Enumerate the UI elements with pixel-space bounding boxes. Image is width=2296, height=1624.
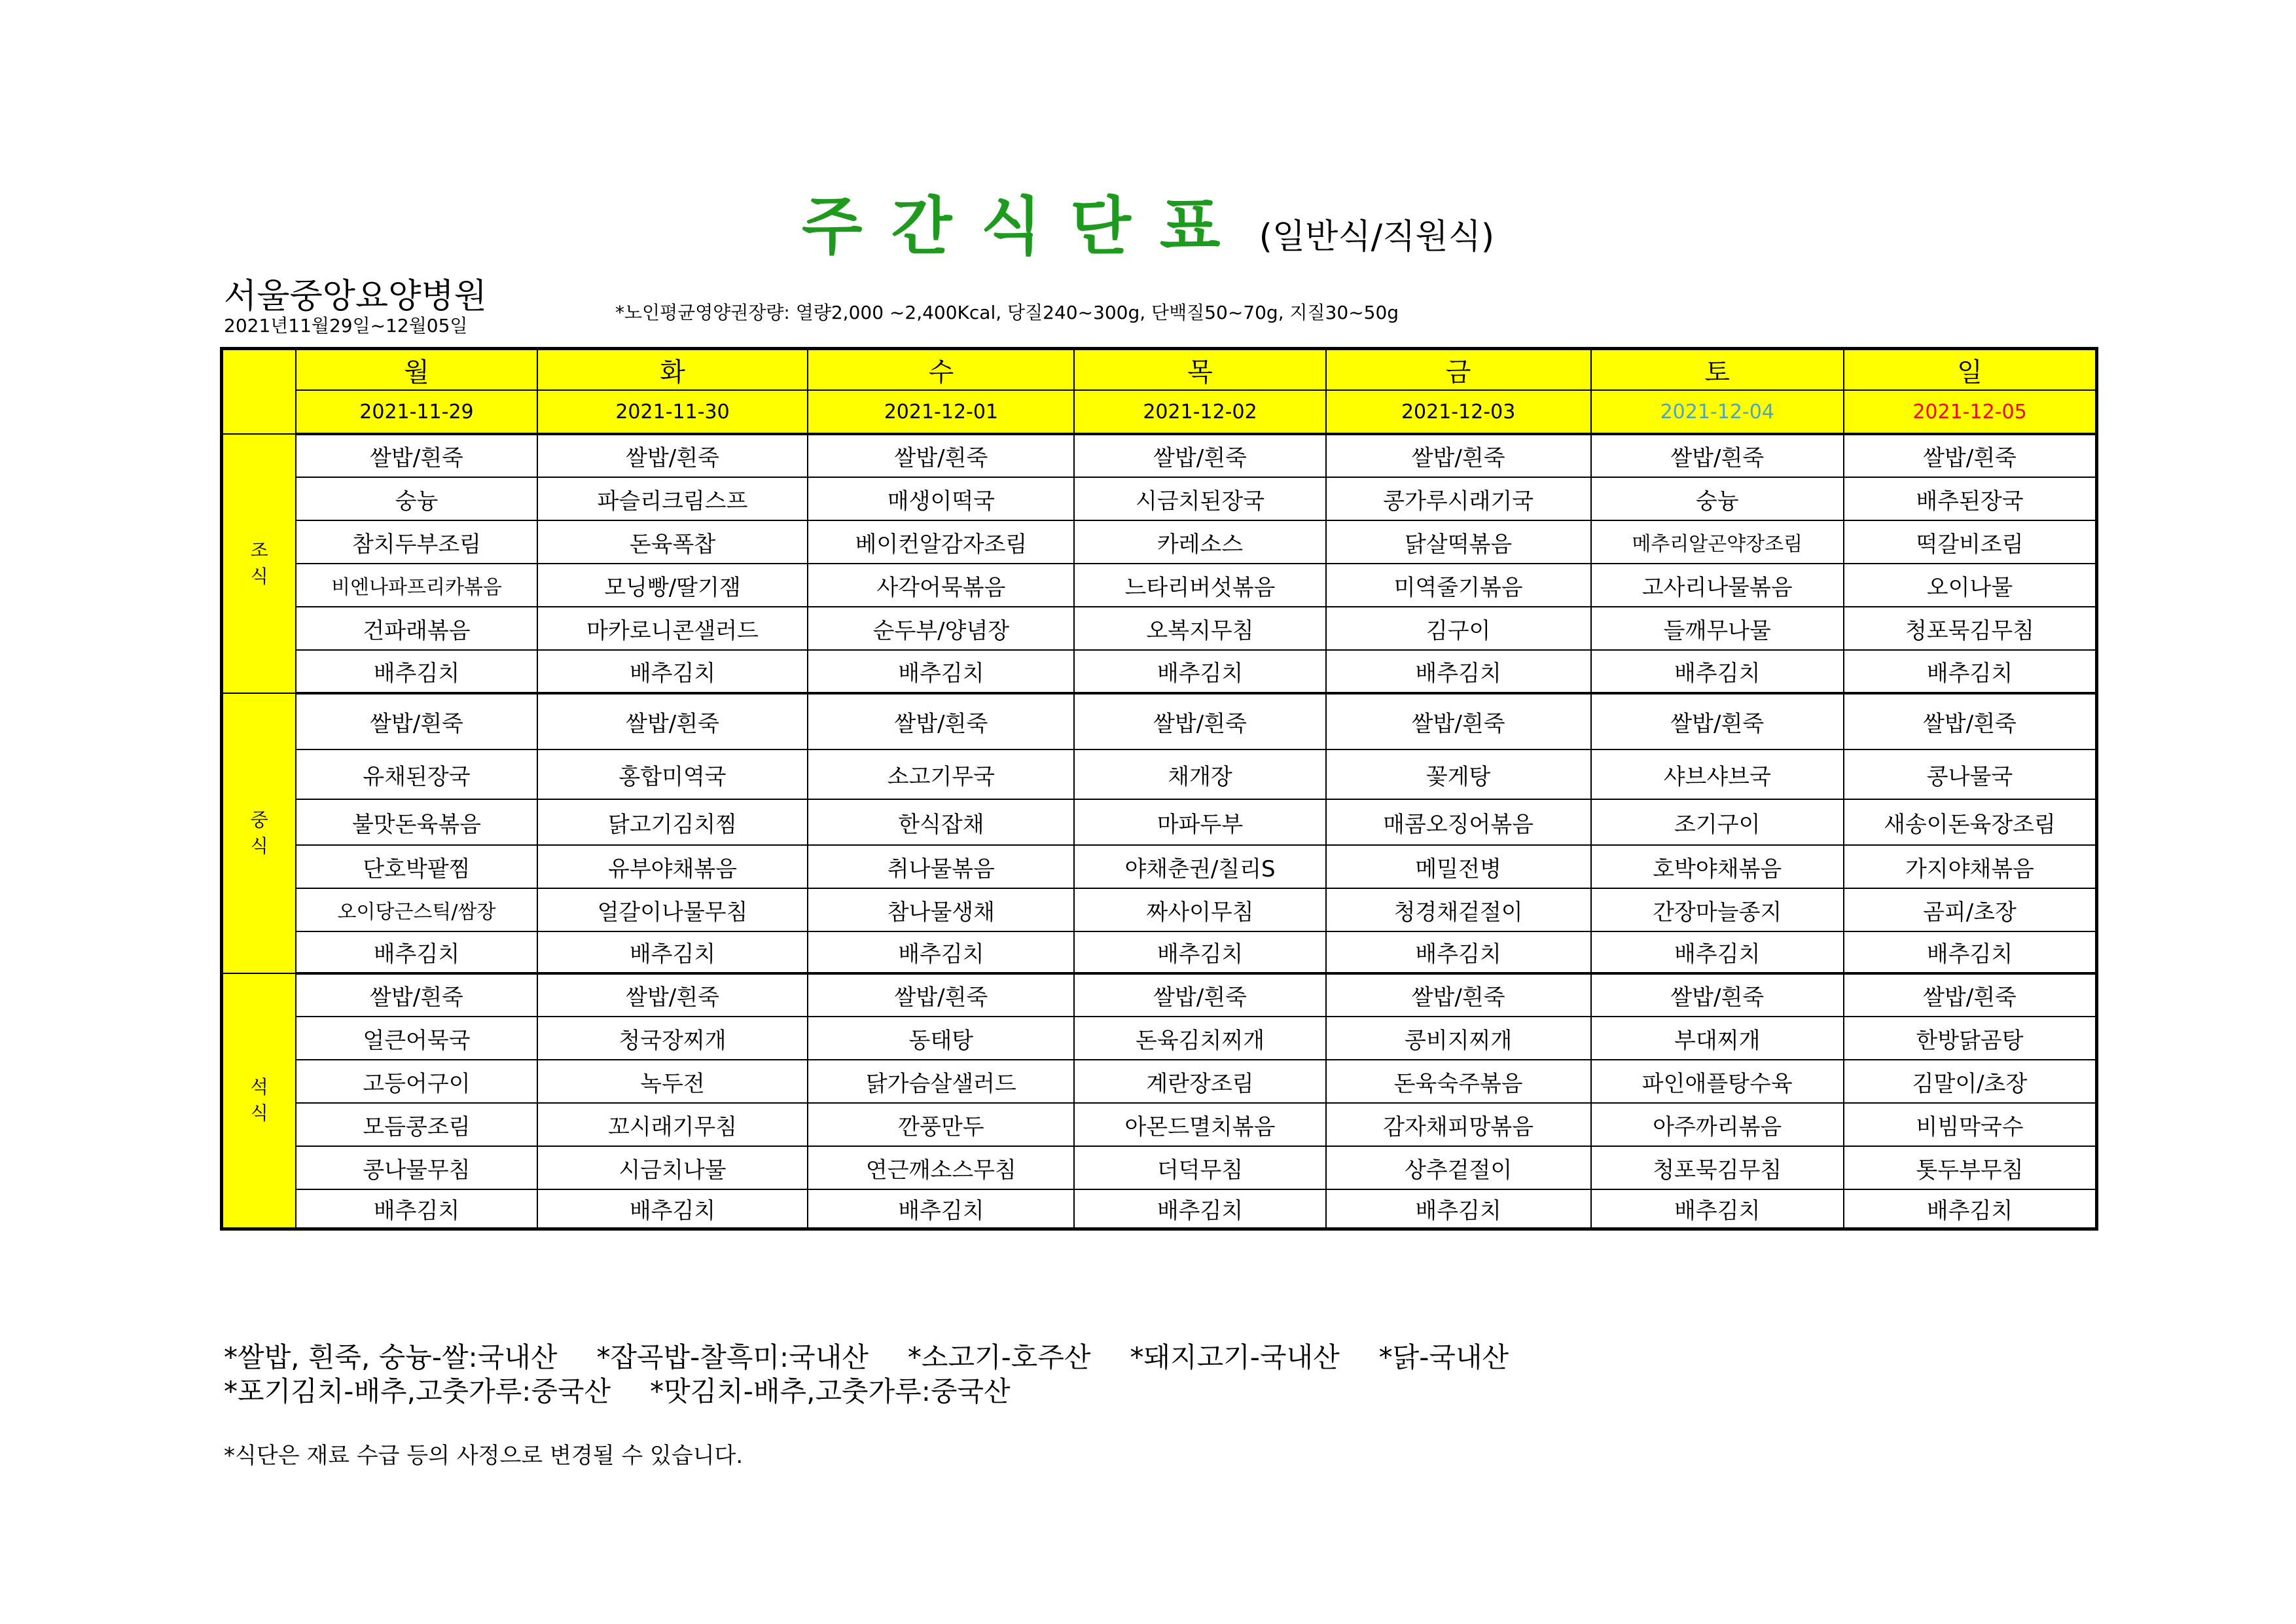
dish-name: 계란장조림 — [1146, 1070, 1254, 1097]
date-header: 2021-12-01 — [808, 390, 1074, 434]
origin-note: *맛김치-배추,고춧가루:중국산 — [650, 1375, 1011, 1407]
dish-name: 메밀전병 — [1415, 856, 1501, 882]
dish-name: 깐풍만두 — [898, 1113, 984, 1140]
dish-name: 모닝빵/딸기잼 — [604, 574, 741, 601]
origin-note: *잡곡밥-찰흑미:국내산 — [596, 1341, 869, 1373]
dish-name: 마카로니콘샐러드 — [586, 617, 759, 644]
title-main: 주간식단표 — [801, 190, 1249, 263]
dish-name: 쌀밥/흰죽 — [626, 711, 719, 737]
dish-name: 배추김치 — [1926, 1197, 2013, 1224]
dish-name: 채개장 — [1168, 763, 1232, 790]
menu-cell — [1074, 693, 1325, 749]
dish-name: 녹두전 — [640, 1070, 705, 1097]
dish-name: 야채춘권/칠리S — [1124, 856, 1276, 882]
menu-cell — [1844, 888, 2097, 931]
menu-cell — [808, 749, 1074, 799]
menu-cell — [1326, 1189, 1591, 1229]
dish-name: 배추김치 — [373, 1197, 460, 1224]
dish-name: 쌀밥/흰죽 — [894, 445, 988, 471]
menu-cell — [1591, 564, 1844, 607]
menu-cell — [1326, 799, 1591, 845]
dish-name: 비빔막국수 — [1916, 1113, 2024, 1140]
menu-cell — [1074, 931, 1325, 973]
menu-cell — [296, 693, 537, 749]
meal-label — [222, 693, 296, 973]
menu-cell — [537, 973, 808, 1017]
menu-cell — [1074, 1146, 1325, 1189]
menu-cell — [537, 1017, 808, 1060]
dish-name: 배추김치 — [1157, 941, 1244, 967]
menu-cell — [808, 1103, 1074, 1146]
menu-cell — [1326, 693, 1591, 749]
dish-name: 상추겉절이 — [1405, 1157, 1513, 1183]
dish-name: 쌀밥/흰죽 — [626, 984, 719, 1011]
dish-name: 아몬드멸치볶음 — [1124, 1113, 1276, 1140]
dish-name: 미역줄기볶음 — [1393, 574, 1523, 601]
dish-name: 돈육김치찌개 — [1135, 1027, 1265, 1054]
dish-name: 마파두부 — [1157, 811, 1244, 838]
menu-cell — [1326, 477, 1591, 520]
dish-name: 아주까리볶음 — [1653, 1113, 1782, 1140]
menu-cell — [1326, 650, 1591, 693]
menu-cell — [296, 1103, 537, 1146]
date-header: 2021-11-29 — [296, 390, 537, 434]
dish-name: 닭살떡볶음 — [1405, 531, 1513, 558]
meal-label — [222, 434, 296, 693]
dish-name: 오이나물 — [1926, 574, 2013, 601]
menu-cell — [808, 1060, 1074, 1103]
menu-cell — [296, 1060, 537, 1103]
dish-name: 더덕무침 — [1157, 1157, 1244, 1183]
dish-name: 쌀밥/흰죽 — [1670, 711, 1765, 737]
menu-cell — [1844, 1189, 2097, 1229]
dish-name: 파슬리크림스프 — [597, 488, 748, 514]
dish-name: 쌀밥/흰죽 — [1670, 445, 1765, 471]
menu-cell — [1326, 564, 1591, 607]
menu-cell — [1844, 749, 2097, 799]
menu-cell — [1591, 799, 1844, 845]
menu-cell — [537, 1189, 808, 1229]
menu-cell — [1844, 1146, 2097, 1189]
dish-name: 배추김치 — [1415, 1197, 1501, 1224]
dish-name: 고사리나물볶음 — [1641, 574, 1793, 601]
dish-name: 배추김치 — [1157, 1197, 1244, 1224]
dish-name: 배추김치 — [1674, 941, 1761, 967]
menu-cell — [1844, 931, 2097, 973]
dish-name: 호박야채볶음 — [1653, 856, 1782, 882]
hospital-name: 서울중앙요양병원 — [224, 277, 487, 316]
dish-name: 쌀밥/흰죽 — [894, 984, 988, 1011]
menu-cell — [808, 845, 1074, 888]
title-sub: (일반식/직원식) — [1259, 217, 1495, 257]
menu-cell — [296, 520, 537, 564]
dish-name: 숭늉 — [1695, 488, 1739, 514]
dish-name: 쌀밥/흰죽 — [1153, 445, 1247, 471]
dish-name: 배추김치 — [898, 1197, 984, 1224]
dish-name: 들깨무나물 — [1663, 617, 1771, 644]
origin-notes-line-1 — [224, 1341, 1548, 1375]
menu-cell — [808, 434, 1074, 477]
dish-name: 오복지무침 — [1146, 617, 1254, 644]
dish-name: 콩나물무침 — [363, 1157, 471, 1183]
dish-name: 쌀밥/흰죽 — [1411, 984, 1505, 1011]
dish-name: 감자채피망볶음 — [1383, 1113, 1534, 1140]
menu-cell — [1844, 434, 2097, 477]
header-corner — [222, 349, 296, 435]
menu-cell — [1844, 564, 2097, 607]
menu-cell — [1074, 1189, 1325, 1229]
menu-cell — [296, 1017, 537, 1060]
menu-cell — [296, 477, 537, 520]
nutrition-note: *노인평균영양권장량: 열량2,000 ~2,400Kcal, 당질240~300g, 단백질50~70g, 지질30~50g — [615, 302, 1399, 323]
menu-cell — [537, 564, 808, 607]
menu-cell — [1074, 564, 1325, 607]
menu-cell — [1326, 749, 1591, 799]
dish-name: 취나물볶음 — [887, 856, 995, 882]
dish-name: 가지야채볶음 — [1905, 856, 2035, 882]
dish-name: 쌀밥/흰죽 — [1923, 984, 2017, 1011]
menu-cell — [1074, 799, 1325, 845]
dish-name: 고등어구이 — [363, 1070, 471, 1097]
dish-name: 유채된장국 — [363, 763, 471, 790]
dish-name: 소고기무국 — [887, 763, 995, 790]
dish-name: 배추김치 — [1926, 941, 2013, 967]
dish-name: 김말이/초장 — [1912, 1070, 2028, 1097]
day-header: 토 — [1591, 349, 1844, 391]
menu-cell — [537, 1146, 808, 1189]
menu-cell — [1844, 973, 2097, 1017]
menu-cell — [537, 931, 808, 973]
menu-cell — [296, 845, 537, 888]
menu-cell — [808, 799, 1074, 845]
date-header: 2021-12-05 — [1844, 390, 2097, 434]
menu-cell — [1591, 1103, 1844, 1146]
dish-name: 동태탕 — [908, 1027, 974, 1054]
menu-cell — [1074, 1103, 1325, 1146]
menu-cell — [808, 1189, 1074, 1229]
menu-cell — [296, 564, 537, 607]
menu-cell — [296, 434, 537, 477]
dish-name: 김구이 — [1426, 617, 1491, 644]
origin-note: *소고기-호주산 — [907, 1341, 1091, 1373]
menu-cell — [1844, 799, 2097, 845]
menu-cell — [1591, 749, 1844, 799]
menu-cell — [1326, 520, 1591, 564]
menu-cell — [537, 693, 808, 749]
menu-cell — [808, 693, 1074, 749]
dish-name: 쌀밥/흰죽 — [1153, 984, 1247, 1011]
menu-cell — [537, 799, 808, 845]
menu-cell — [1844, 650, 2097, 693]
menu-cell — [537, 845, 808, 888]
day-header: 금 — [1326, 349, 1591, 391]
menu-cell — [537, 434, 808, 477]
dish-name: 파인애플탕수육 — [1641, 1070, 1793, 1097]
day-header: 월 — [296, 349, 537, 391]
dish-name: 배추김치 — [1674, 660, 1761, 687]
dish-name: 배추김치 — [898, 941, 984, 967]
dish-name: 얼갈이나물무침 — [597, 899, 748, 926]
dish-name: 닭고기김치찜 — [607, 811, 738, 838]
meal-label-text: 중식 — [250, 809, 268, 857]
dish-name: 배추김치 — [1415, 660, 1501, 687]
origin-notes — [224, 1341, 1548, 1409]
menu-cell — [1844, 1017, 2097, 1060]
menu-cell — [1844, 1060, 2097, 1103]
dish-name: 배추김치 — [1157, 660, 1244, 687]
menu-cell — [808, 973, 1074, 1017]
dish-name: 참나물생채 — [887, 899, 995, 926]
dish-name: 닭가슴살샐러드 — [865, 1070, 1016, 1097]
dish-name: 배추김치 — [1415, 941, 1501, 967]
menu-cell — [296, 931, 537, 973]
dish-name: 배추김치 — [898, 660, 984, 687]
dish-name: 순두부/양념장 — [872, 617, 1010, 644]
menu-cell — [537, 477, 808, 520]
dish-name: 쌀밥/흰죽 — [1670, 984, 1765, 1011]
origin-note: *포기김치-배추,고춧가루:중국산 — [224, 1375, 611, 1407]
dish-name: 얼큰어묵국 — [363, 1027, 471, 1054]
menu-cell — [1326, 931, 1591, 973]
menu-cell — [1844, 693, 2097, 749]
menu-cell — [1591, 1060, 1844, 1103]
menu-cell — [296, 749, 537, 799]
dish-name: 쌀밥/흰죽 — [370, 711, 463, 737]
dish-name: 단호박팥찜 — [363, 856, 471, 882]
menu-cell — [537, 520, 808, 564]
dish-name: 카레소스 — [1157, 531, 1244, 558]
menu-cell — [537, 749, 808, 799]
menu-cell — [1074, 973, 1325, 1017]
menu-cell — [1326, 1146, 1591, 1189]
dish-name: 조기구이 — [1674, 811, 1761, 838]
menu-cell — [808, 477, 1074, 520]
dish-name: 짜사이무침 — [1146, 899, 1254, 926]
dish-name: 쌀밥/흰죽 — [894, 711, 988, 737]
page-title — [0, 177, 2296, 266]
dish-name: 배추김치 — [1926, 660, 2013, 687]
dish-name: 쌀밥/흰죽 — [1411, 445, 1505, 471]
dish-name: 배추김치 — [629, 660, 716, 687]
menu-cell — [1591, 520, 1844, 564]
menu-cell — [1074, 1017, 1325, 1060]
dish-name: 배추김치 — [373, 660, 460, 687]
date-header: 2021-12-04 — [1591, 390, 1844, 434]
menu-cell — [1844, 1103, 2097, 1146]
origin-note: *닭-국내산 — [1378, 1341, 1509, 1373]
menu-cell — [808, 520, 1074, 564]
menu-cell — [537, 650, 808, 693]
dish-name: 청포묵김무침 — [1653, 1157, 1782, 1183]
dish-name: 새송이돈육장조림 — [1884, 811, 2056, 838]
dish-name: 비엔나파프리카볶음 — [331, 576, 502, 599]
day-header: 목 — [1074, 349, 1325, 391]
menu-cell — [1074, 520, 1325, 564]
dish-name: 홍합미역국 — [619, 763, 726, 790]
dish-name: 쌀밥/흰죽 — [1411, 711, 1505, 737]
menu-cell — [1844, 607, 2097, 650]
dish-name: 부대찌개 — [1674, 1027, 1761, 1054]
dish-name: 연근깨소스무침 — [865, 1157, 1016, 1183]
dish-name: 사각어묵볶음 — [876, 574, 1006, 601]
dish-name: 꽃게탕 — [1426, 763, 1491, 790]
menu-cell — [537, 607, 808, 650]
menu-cell — [296, 1146, 537, 1189]
menu-cell — [1326, 973, 1591, 1017]
dish-name: 청경채겉절이 — [1393, 899, 1523, 926]
dish-name: 베이컨알감자조림 — [855, 531, 1028, 558]
menu-cell — [1844, 845, 2097, 888]
dish-name: 매콤오징어볶음 — [1383, 811, 1534, 838]
day-header: 화 — [537, 349, 808, 391]
dish-name: 한방닭곰탕 — [1916, 1027, 2024, 1054]
dish-name: 유부야채볶음 — [607, 856, 738, 882]
change-note: *식단은 재료 수급 등의 사정으로 변경될 수 있습니다. — [224, 1443, 744, 1469]
menu-cell — [1326, 1017, 1591, 1060]
date-header: 2021-12-02 — [1074, 390, 1325, 434]
menu-cell — [1591, 845, 1844, 888]
menu-cell — [1591, 931, 1844, 973]
menu-cell — [808, 1017, 1074, 1060]
meal-label-text: 석식 — [250, 1076, 268, 1125]
menu-cell — [808, 1146, 1074, 1189]
menu-cell — [1074, 749, 1325, 799]
dish-name: 불맛돈육볶음 — [351, 811, 482, 838]
menu-cell — [296, 607, 537, 650]
dish-name: 배추된장국 — [1916, 488, 2024, 514]
menu-cell — [1326, 434, 1591, 477]
date-header: 2021-11-30 — [537, 390, 808, 434]
menu-cell — [808, 931, 1074, 973]
menu-cell — [1326, 845, 1591, 888]
menu-cell — [1844, 520, 2097, 564]
menu-cell — [296, 650, 537, 693]
origin-note: *쌀밥, 흰죽, 숭늉-쌀:국내산 — [224, 1341, 558, 1373]
dish-name: 꼬시래기무침 — [607, 1113, 738, 1140]
menu-cell — [1074, 888, 1325, 931]
dish-name: 청국장찌개 — [619, 1027, 726, 1054]
menu-cell — [296, 799, 537, 845]
menu-cell — [1591, 477, 1844, 520]
menu-cell — [1074, 1060, 1325, 1103]
menu-cell — [808, 888, 1074, 931]
dish-name: 쌀밥/흰죽 — [1153, 711, 1247, 737]
menu-cell — [1326, 607, 1591, 650]
menu-cell — [537, 888, 808, 931]
dish-name: 한식잡채 — [898, 811, 984, 838]
dish-name: 메추리알곤약장조림 — [1632, 533, 1803, 556]
dish-name: 톳두부무침 — [1916, 1157, 2024, 1183]
day-header: 일 — [1844, 349, 2097, 391]
dish-name: 쌀밥/흰죽 — [626, 445, 719, 471]
dish-name: 시금치나물 — [619, 1157, 726, 1183]
menu-cell — [1326, 1103, 1591, 1146]
menu-cell — [1591, 888, 1844, 931]
origin-notes-line-2 — [224, 1375, 1548, 1409]
menu-cell — [296, 973, 537, 1017]
dish-name: 모듬콩조림 — [363, 1113, 471, 1140]
menu-cell — [1844, 477, 2097, 520]
menu-cell — [1326, 888, 1591, 931]
menu-cell — [1326, 1060, 1591, 1103]
meal-label — [222, 973, 296, 1229]
menu-cell — [1591, 1146, 1844, 1189]
dish-name: 떡갈비조림 — [1916, 531, 2024, 558]
dish-name: 느타리버섯볶음 — [1124, 574, 1276, 601]
dish-name: 매생이떡국 — [887, 488, 995, 514]
menu-cell — [1074, 434, 1325, 477]
dish-name: 쌀밥/흰죽 — [1923, 445, 2017, 471]
menu-cell — [1591, 607, 1844, 650]
menu-period: 2021년11월29일~12월05일 — [224, 315, 468, 336]
menu-cell — [296, 1189, 537, 1229]
dish-name: 쌀밥/흰죽 — [1923, 711, 2017, 737]
menu-cell — [1591, 1189, 1844, 1229]
menu-cell — [1591, 434, 1844, 477]
menu-cell — [1591, 1017, 1844, 1060]
dish-name: 건파래볶음 — [363, 617, 471, 644]
menu-cell — [1074, 477, 1325, 520]
meal-label-text: 조식 — [250, 539, 268, 587]
menu-cell — [537, 1103, 808, 1146]
dish-name: 쌀밥/흰죽 — [370, 445, 463, 471]
menu-cell — [808, 564, 1074, 607]
dish-name: 숭늉 — [395, 488, 439, 514]
dish-name: 곰피/초장 — [1923, 899, 2017, 926]
menu-cell — [537, 1060, 808, 1103]
dish-name: 콩비지찌개 — [1405, 1027, 1513, 1054]
dish-name: 배추김치 — [373, 941, 460, 967]
date-header: 2021-12-03 — [1326, 390, 1591, 434]
menu-cell — [808, 607, 1074, 650]
menu-cell — [1591, 693, 1844, 749]
menu-cell — [1074, 845, 1325, 888]
menu-cell — [1591, 973, 1844, 1017]
dish-name: 쌀밥/흰죽 — [370, 984, 463, 1011]
menu-cell — [1074, 607, 1325, 650]
menu-cell — [808, 650, 1074, 693]
origin-note: *돼지고기-국내산 — [1130, 1341, 1340, 1373]
day-header: 수 — [808, 349, 1074, 391]
dish-name: 콩가루시래기국 — [1383, 488, 1534, 514]
dish-name: 청포묵김무침 — [1905, 617, 2035, 644]
dish-name: 배추김치 — [629, 1197, 716, 1224]
dish-name: 참치두부조림 — [351, 531, 482, 558]
weekly-menu-table — [220, 347, 2098, 1231]
dish-name: 간장마늘종지 — [1653, 899, 1782, 926]
dish-name: 돈육숙주볶음 — [1393, 1070, 1523, 1097]
dish-name: 샤브샤브국 — [1663, 763, 1771, 790]
dish-name: 오이당근스틱/쌈장 — [337, 901, 496, 924]
dish-name: 콩나물국 — [1926, 763, 2013, 790]
menu-cell — [296, 888, 537, 931]
dish-name: 배추김치 — [629, 941, 716, 967]
menu-cell — [1591, 650, 1844, 693]
dish-name: 돈육폭찹 — [629, 531, 716, 558]
dish-name: 시금치된장국 — [1135, 488, 1265, 514]
menu-cell — [1074, 650, 1325, 693]
dish-name: 배추김치 — [1674, 1197, 1761, 1224]
